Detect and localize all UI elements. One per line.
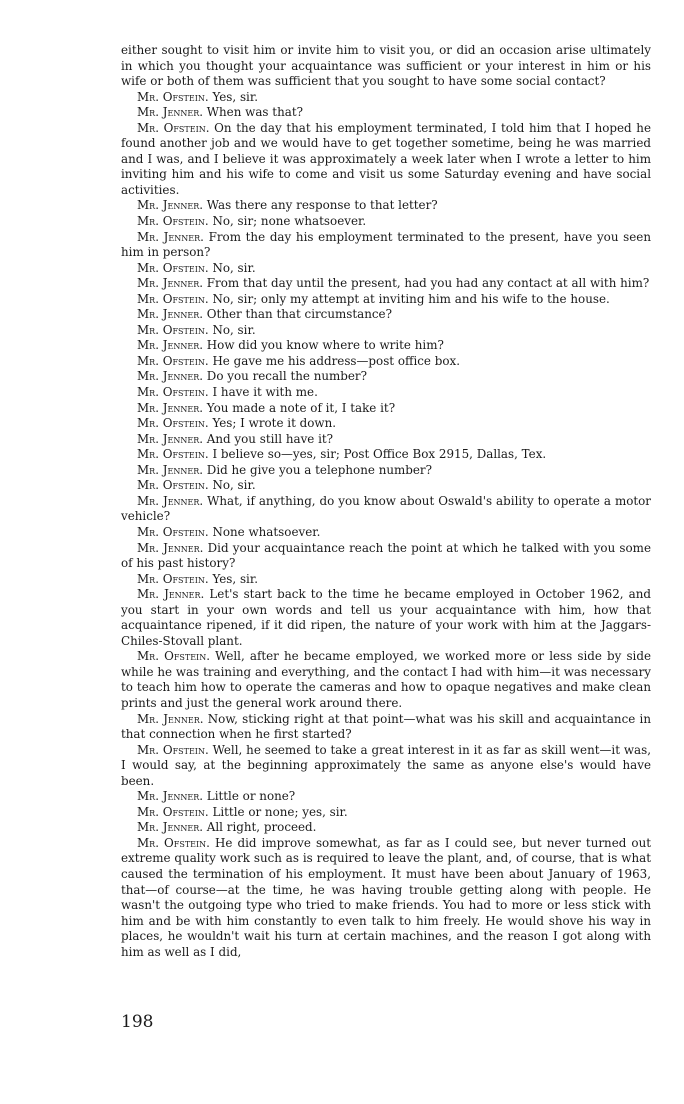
page-number: 198 [121,1012,154,1032]
speaker-name: Mr. Jenner. [137,369,204,384]
speaker-name: Mr. Jenner. [137,105,204,120]
speaker-name: Mr. Jenner. [137,431,204,446]
speech-text: Now, sticking right at that point—what was his skill and acquaintance in that connection when he first started? [121,711,652,742]
testimony-paragraph [121,712,651,743]
testimony-paragraph [121,805,651,821]
speaker-name: Mr. Jenner. [137,462,204,477]
testimony-paragraph [121,105,651,121]
speech-text: He gave me his address—post office box. [212,353,460,368]
speech-text: He did improve somewhat, as far as I could see, but never turned out extreme quality work such as is required to leave the plant, and, of course, that is what caused the termination of his employment. It must have been about January of 1963, that—of course—at the time, he was having trouble getting along with people. He wasn't the outgoing type who tried to make friends. You had to more or less stick with him and be with him constantly to even talk to him freely. He would shove his way in places, he wouldn't wait his turn at certain machines, and the reason I got along with him as well as I did, [121,835,652,959]
speaker-name: Mr. Ofstein. [137,260,209,275]
speaker-name: Mr. Ofstein. [137,120,210,135]
speech-text: From the day his employment terminated to the present, have you seen him in person? [121,229,651,260]
speaker-name: Mr. Jenner. [137,198,204,213]
testimony-paragraph [121,587,651,649]
speaker-name: Mr. Jenner. [137,400,204,415]
testimony-paragraph [121,447,651,463]
speech-text: And you still have it? [206,431,334,446]
speaker-name: Mr. Jenner. [137,820,204,835]
testimony-paragraph [121,230,651,261]
testimony-paragraph [121,198,651,214]
testimony-paragraph [121,649,651,711]
testimony-paragraph [121,463,651,479]
speech-text: Do you recall the number? [206,369,367,384]
testimony-paragraph [121,743,651,790]
speech-text: On the day that his employment terminated, I told him that I hoped he found another job and we would have to get together sometime, being he was married and I was, and I believe it was approximately a week later when I wrote a letter to him inviting him and his wife to come and visit us some Saturday evening and have social activities. [121,120,652,197]
speech-text: Yes, sir. [212,89,259,104]
speaker-name: Mr. Ofstein. [137,571,209,586]
speech-text: Little or none? [206,789,296,804]
speaker-name: Mr. Jenner. [137,493,204,508]
speaker-name: Mr. Ofstein. [137,291,209,306]
speech-text: Well, after he became employed, we worked more or less side by side while he was training and everything, and the contact I had with him—it was necessary to teach him how to operate the cameras and how to opaque negatives and make clean prints and just the general work around there. [121,649,651,710]
speaker-name: Mr. Ofstein. [137,804,209,819]
speaker-name: Mr. Ofstein. [137,214,209,229]
speaker-name: Mr. Ofstein. [137,322,209,337]
speaker-name: Mr. Ofstein. [137,742,209,757]
speech-text: Did your acquaintance reach the point at which he talked with you some of his past history? [121,540,651,571]
testimony-paragraph [121,369,651,385]
speaker-name: Mr. Jenner. [137,229,204,244]
speaker-name: Mr. Ofstein. [137,524,209,539]
speech-text: Yes; I wrote it down. [212,416,337,431]
speech-text: What, if anything, do you know about Oswald's ability to operate a motor vehicle? [121,493,651,524]
speaker-name: Mr. Ofstein. [137,447,209,462]
speaker-name: Mr. Jenner. [137,307,204,322]
testimony-paragraph [121,416,651,432]
speaker-name: Mr. Ofstein. [137,89,209,104]
testimony-paragraph [121,214,651,230]
speech-text: Well, he seemed to take a great interest in it as far as skill went—it was, I would say, at the beginning approximately the same as anyone else's would have been. [121,742,651,788]
testimony-paragraph [121,90,651,106]
speech-text: How did you know where to write him? [206,338,444,353]
speaker-name: Mr. Ofstein. [137,353,209,368]
speech-text: I have it with me. [212,385,318,400]
speech-text: None whatsoever. [212,524,321,539]
speech-text: You made a note of it, I take it? [206,400,396,415]
continuation-paragraph: either sought to visit him or invite him to visit you, or did an occasion arise ultimately in which you thought your acquaintance was sufficient or your interest in him or his wife or both of them was sufficient that you sought to have some social contact? [121,43,651,89]
speech-text: Was there any response to that letter? [206,198,438,213]
speech-text: No, sir. [212,478,256,493]
speaker-name: Mr. Ofstein. [137,835,210,850]
testimony-paragraph [121,525,651,541]
testimony-paragraph [121,836,651,960]
testimony-paragraph [121,276,651,292]
testimony-paragraph [121,261,651,277]
speech-text: All right, proceed. [206,820,317,835]
speaker-name: Mr. Jenner. [137,338,204,353]
speaker-name: Mr. Jenner. [137,711,204,726]
speaker-name: Mr. Ofstein. [137,649,210,664]
testimony-paragraph [121,323,651,339]
speech-text: No, sir. [212,260,256,275]
speaker-name: Mr. Jenner. [137,587,205,602]
speech-text: When was that? [206,105,303,120]
speaker-name: Mr. Ofstein. [137,478,209,493]
speaker-name: Mr. Jenner. [137,276,204,291]
speech-text: Little or none; yes, sir. [212,804,348,819]
speaker-name: Mr. Ofstein. [137,385,209,400]
speech-text: No, sir; only my attempt at inviting him and his wife to the house. [212,291,610,306]
testimony-paragraph [121,572,651,588]
testimony-paragraph [121,292,651,308]
testimony-paragraph [121,401,651,417]
speaker-name: Mr. Ofstein. [137,416,209,431]
speech-text: No, sir; none whatsoever. [212,214,367,229]
speech-text: Let's start back to the time he became employed in October 1962, and you start in your own words and tell us your acquaintance with him, how that acquaintance ripened, if it did ripen, the nature of your work with him at the Jaggars-Chiles-Stovall plant. [121,587,651,648]
transcript-page [121,43,651,960]
speech-text: I believe so—yes, sir; Post Office Box 2915, Dallas, Tex. [212,447,547,462]
testimony-paragraph [121,385,651,401]
testimony-paragraph [121,478,651,494]
speech-text: From that day until the present, had you had any contact at all with him? [206,276,650,291]
testimony-paragraph [121,354,651,370]
testimony-paragraph [121,338,651,354]
speech-text: Did he give you a telephone number? [206,462,432,477]
speech-text: No, sir. [212,322,256,337]
speaker-name: Mr. Jenner. [137,540,204,555]
testimony-paragraph [121,820,651,836]
testimony-paragraph [121,121,651,199]
testimony-paragraph [121,432,651,448]
speech-text: Yes, sir. [212,571,259,586]
testimony-paragraph [121,494,651,525]
testimony-paragraph [121,307,651,323]
testimony-paragraph [121,789,651,805]
speaker-name: Mr. Jenner. [137,789,204,804]
testimony-exchanges [121,90,651,961]
testimony-paragraph [121,541,651,572]
speech-text: Other than that circumstance? [206,307,392,322]
